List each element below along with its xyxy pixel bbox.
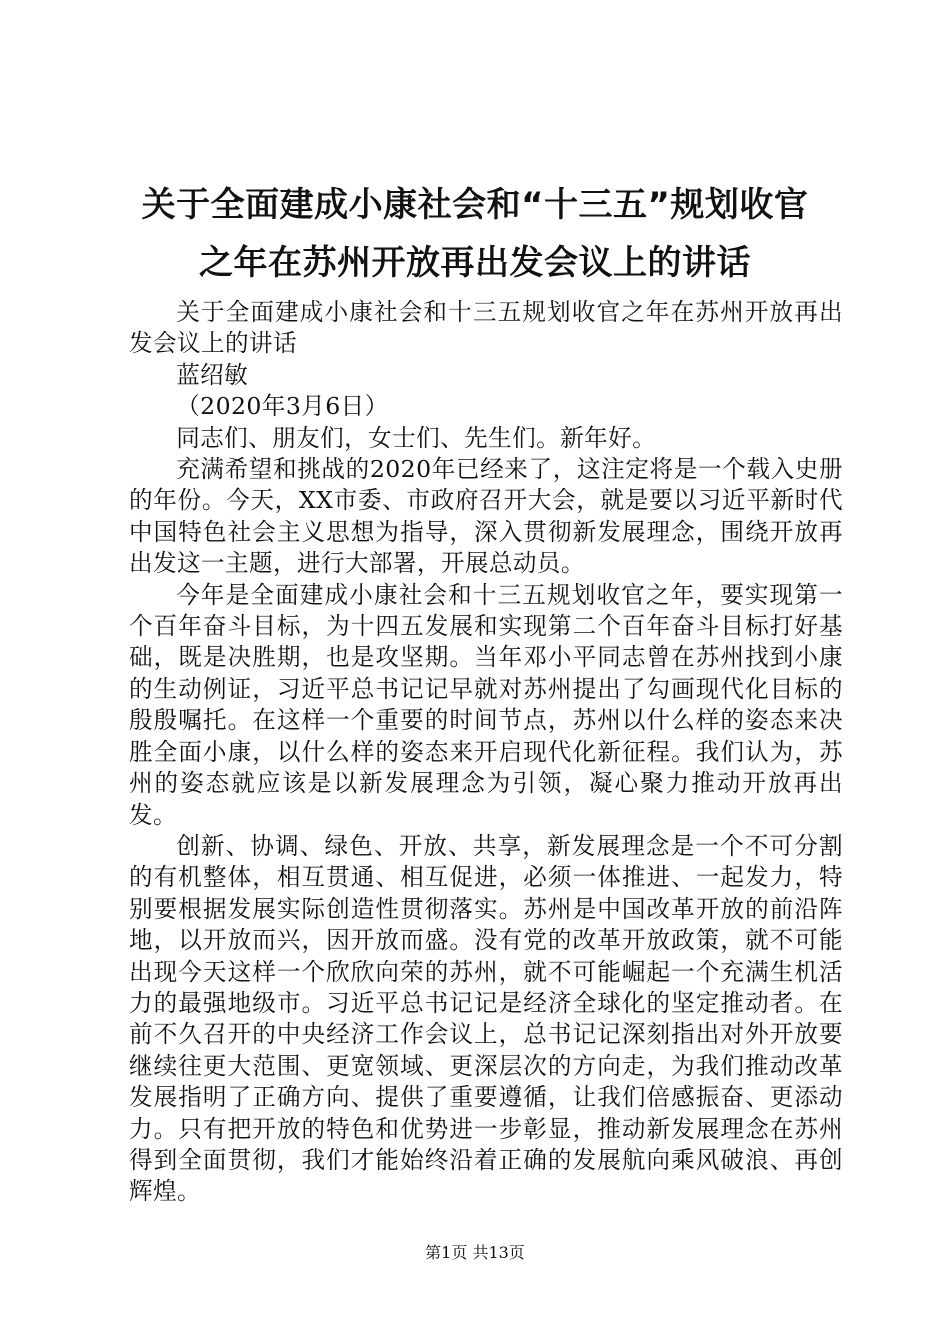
page-number: 第1页 共13页 — [425, 1243, 525, 1262]
subtitle-paragraph: 关于全面建成小康社会和十三五规划收官之年在苏州开放再出发会议上的讲话 — [129, 298, 843, 358]
document-title — [110, 176, 840, 292]
title-line-1: 关于全面建成小康社会和“十三五”规划收官 — [141, 185, 809, 225]
body-paragraph: 创新、协调、绿色、开放、共享，新发展理念是一个不可分割的有机整体，相互贯通、相互促进，必须一体推进、一起发力，特别要根据发展实际创造性贯彻落实。苏州是中国改革开放的前沿阵地，以开放而兴，因开放而盛。没有党的改革开放政策，就不可能出现今天这样一个欣欣向荣的苏州，就不可能崛起一个充满生机活力的最强地级市。习近平总书记记是经济全球化的坚定推动者。在前不久召开的中央经济工作会议上，总书记记深刻指出对外开放要继续往更大范围、更宽领域、更深层次的方向走，为我们推动改革发展指明了正确方向、提供了重要遵循，让我们倍感振奋、更添动力。只有把开放的特色和优势进一步彰显，推动新发展理念在苏州得到全面贯彻，我们才能始终沿着正确的发展航向乘风破浪、再创辉煌。 — [129, 831, 843, 1206]
document-body — [129, 297, 843, 1208]
page-footer — [0, 1243, 950, 1263]
author-line: 蓝绍敏 — [176, 360, 249, 389]
date-line: （2020年3月6日） — [176, 392, 389, 421]
body-paragraph: 今年是全面建成小康社会和十三五规划收官之年，要实现第一个百年奋斗目标，为十四五发展和实现第二个百年奋斗目标打好基础，既是决胜期，也是攻坚期。当年邓小平同志曾在苏州找到小康的生动例证，习近平总书记记早就对苏州提出了勾画现代化目标的殷殷嘱托。在这样一个重要的时间节点，苏州以什么样的姿态来决胜全面小康，以什么样的姿态来开启现代化新征程。我们认为，苏州的姿态就应该是以新发展理念为引领，凝心聚力推动开放再出发。 — [129, 580, 843, 829]
greeting-paragraph: 同志们、朋友们，女士们、先生们。新年好。 — [176, 423, 657, 452]
title-line-2: 之年在苏州开放再出发会议上的讲话 — [199, 243, 751, 283]
body-paragraph: 充满希望和挑战的2020年已经来了，这注定将是一个载入史册的年份。今天，XX市委、市政府召开大会，就是要以习近平新时代中国特色社会主义思想为指导，深入贯彻新发展理念，围绕开放再出发这一主题，进行大部署，开展总动员。 — [129, 455, 843, 578]
